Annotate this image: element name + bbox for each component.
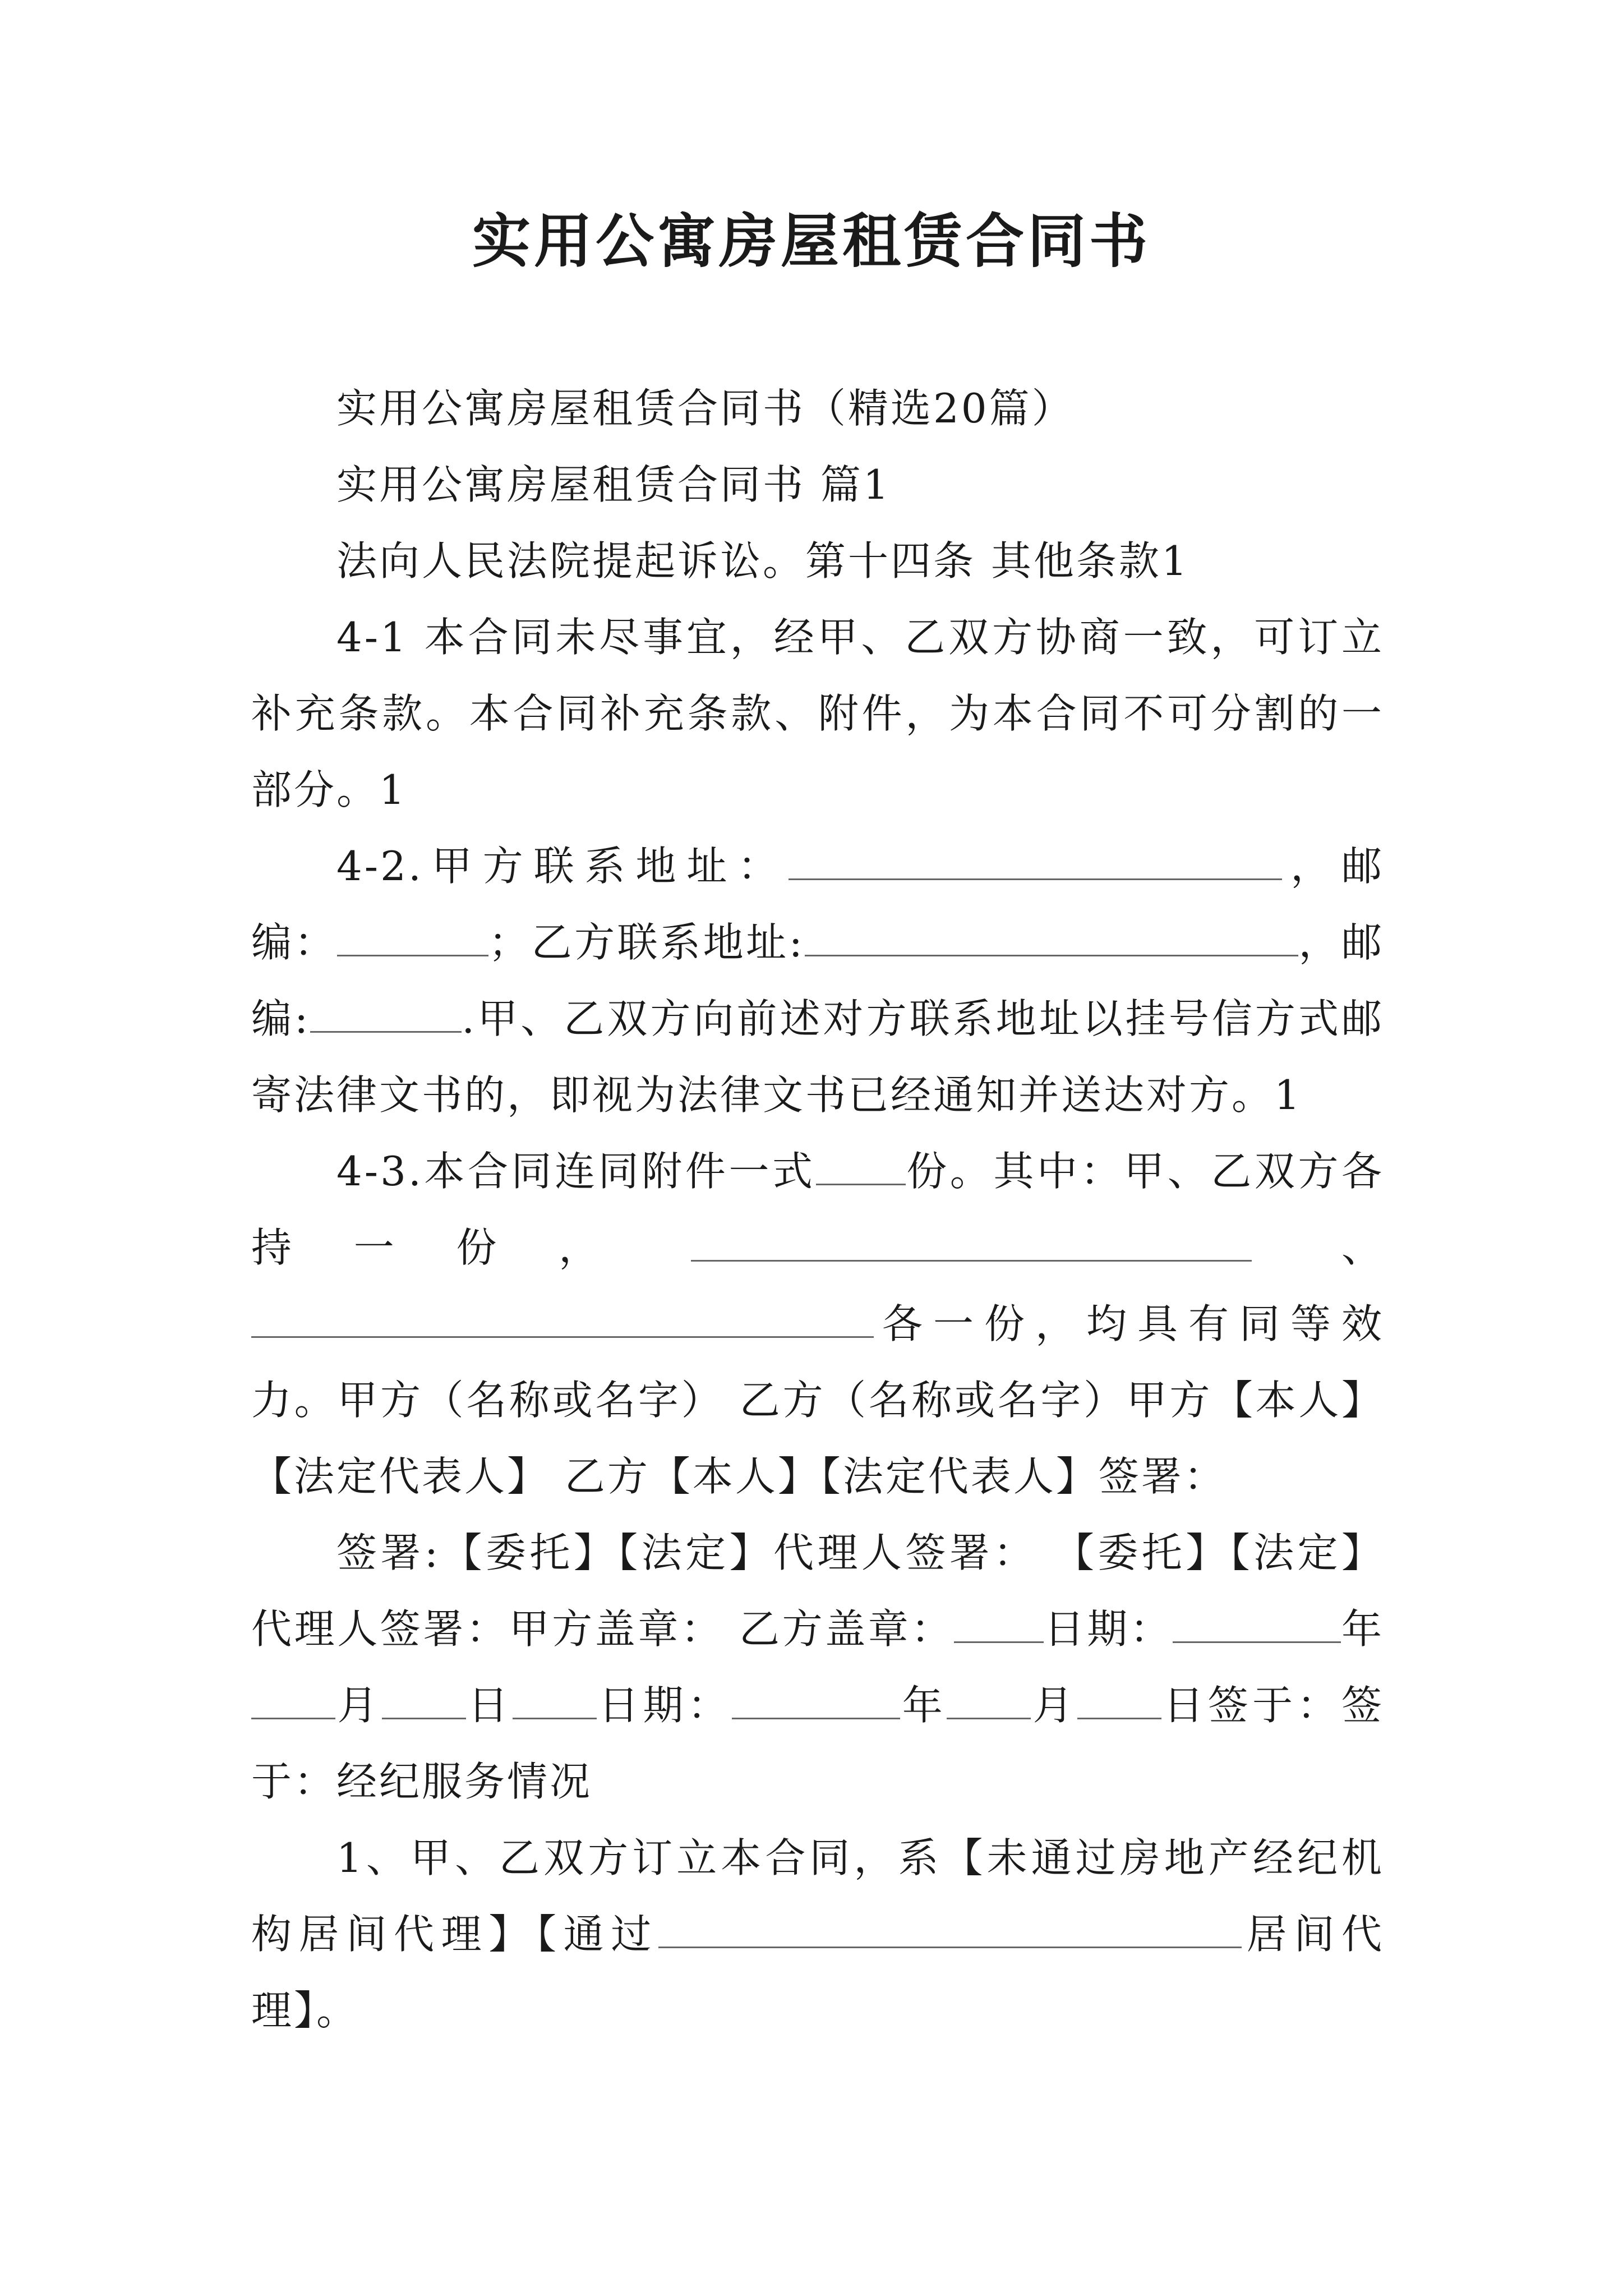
clause-4-2-text-d: ，邮编: bbox=[251, 919, 1384, 1042]
holder-one-blank bbox=[691, 1221, 1252, 1262]
document-body bbox=[251, 370, 1384, 2049]
date-day-blank-1 bbox=[382, 1678, 466, 1719]
clause-4-2-text-e: .甲、乙双方向前述对方联系地址以挂号信方式邮寄法律文书的，即视为法律文书已经通知并送达对方。1 bbox=[251, 995, 1384, 1119]
brokerage-text-b: 居间代理】。 bbox=[251, 1911, 1384, 2034]
clause-4-3-text-c: 持 一 份 ， bbox=[251, 1224, 624, 1271]
signatures-text-b: 日期： bbox=[1044, 1605, 1173, 1653]
brokerage-text-a: 1、甲、乙双方订立本合同，系【未通过房地产经纪机构居间代理】【通过 bbox=[251, 1834, 1384, 1958]
signature-blank-1 bbox=[954, 1602, 1044, 1643]
date-day-blank-2 bbox=[1077, 1678, 1161, 1719]
signature-blank-2 bbox=[513, 1678, 597, 1719]
signatures-text-h: 月 bbox=[1031, 1682, 1077, 1729]
clause-4-3-text-a: 4-3.本合同连同附件一式 bbox=[336, 1148, 816, 1195]
date-year-blank-1 bbox=[1173, 1602, 1341, 1643]
signatures-text-e: 日 bbox=[465, 1682, 513, 1729]
agency-name-blank bbox=[658, 1907, 1242, 1948]
clause-4-3-text-e: 各一份，均具有同等效力。甲方（名称或名字） 乙方（名称或名字）甲方【本人】【法定代表人】 乙方【本人】【法定代表人】签署： bbox=[251, 1300, 1384, 1500]
clause-4-2-text-a: 4-2.甲方联系地址： bbox=[336, 843, 789, 890]
clause-4-3-text-d: 、 bbox=[1319, 1224, 1384, 1271]
paragraph-article-heading: 实用公寓房屋租赁合同书 篇1 bbox=[336, 461, 891, 508]
clause-4-2-text-b: ，邮编： bbox=[251, 843, 1384, 966]
party-a-address-blank bbox=[789, 839, 1282, 880]
signatures-text-g: 年 bbox=[900, 1682, 947, 1729]
paragraph-litigation-clause: 法向人民法院提起诉讼。第十四条 其他条款1 bbox=[336, 537, 1189, 585]
paragraph-collection-title: 实用公寓房屋租赁合同书（精选20篇） bbox=[336, 385, 1075, 432]
date-month-blank-1 bbox=[251, 1678, 335, 1719]
clause-4-3-text-b: 份。其中：甲、乙双方各 bbox=[905, 1148, 1384, 1195]
paragraph-signatures bbox=[251, 1515, 1384, 1820]
clause-4-2-text-c: ；乙方联系地址: bbox=[488, 919, 805, 966]
signatures-text-f: 日期： bbox=[596, 1682, 732, 1729]
signatures-text-d: 月 bbox=[335, 1682, 382, 1729]
date-month-blank-2 bbox=[947, 1678, 1031, 1719]
signatures-text-c: 年 bbox=[1341, 1605, 1384, 1653]
signatures-text-i: 日签于：签于：经纪服务情况 bbox=[251, 1682, 1384, 1805]
party-a-postcode-blank bbox=[337, 915, 488, 956]
paragraph-brokerage bbox=[251, 1820, 1384, 2049]
paragraph-clause-4-2 bbox=[251, 828, 1384, 1133]
copies-count-blank bbox=[816, 1144, 906, 1185]
signatures-text-a: 签署:【委托】【法定】代理人签署： 【委托】【法定】代理人签署：甲方盖章： 乙方盖章： bbox=[251, 1529, 1384, 1653]
paragraph-clause-4-3 bbox=[251, 1133, 1384, 1515]
paragraph-clause-4-1: 4-1 本合同未尽事宜，经甲、乙双方协商一致，可订立补充条款。本合同补充条款、附件，为本合同不可分割的一部分。1 bbox=[251, 614, 1384, 813]
document-title: 实用公寓房屋租赁合同书 bbox=[472, 206, 1151, 275]
party-b-postcode-blank bbox=[310, 992, 462, 1033]
holder-two-blank bbox=[251, 1297, 874, 1338]
party-b-address-blank bbox=[805, 915, 1298, 956]
date-year-blank-2 bbox=[732, 1678, 900, 1719]
